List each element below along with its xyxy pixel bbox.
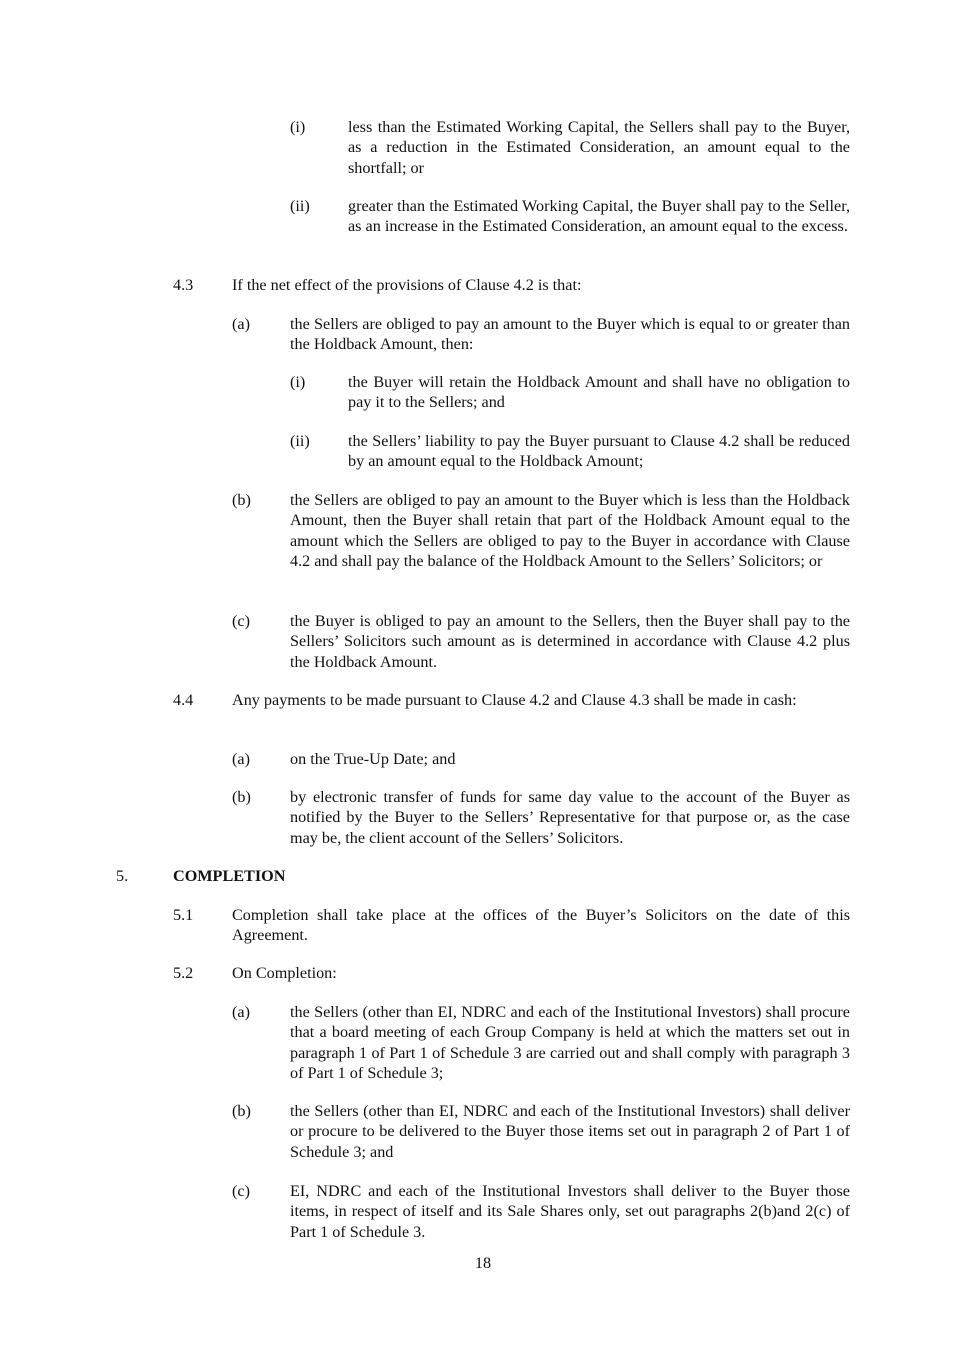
clause-number: 5.1 bbox=[173, 906, 194, 924]
clause-number: 4.3 bbox=[173, 276, 194, 294]
item-label: (b) bbox=[232, 788, 251, 806]
clause-text: On Completion: bbox=[232, 964, 337, 982]
item-label: (b) bbox=[232, 1102, 251, 1120]
clause-text: Any payments to be made pursuant to Clause 4.2 and Clause 4.3 shall be made in cash: bbox=[232, 691, 797, 709]
clause-text: Completion shall take place at the offices of the Buyer’s Solicitors on the date of this Agreement. bbox=[232, 906, 850, 945]
section-number: 5. bbox=[116, 867, 129, 885]
item-text: the Buyer will retain the Holdback Amount and shall have no obligation to pay it to the Sellers; and bbox=[348, 373, 850, 412]
item-text: EI, NDRC and each of the Institutional Investors shall deliver to the Buyer those items, in respect of itself and its Sale Shares only, set out paragraphs 2(b)and 2(c) of Part 1 of Schedule 3. bbox=[290, 1182, 850, 1241]
section-heading: COMPLETION bbox=[173, 867, 286, 885]
item-text: the Sellers are obliged to pay an amount to the Buyer which is equal to or greater than the Holdback Amount, then: bbox=[290, 315, 850, 354]
item-text: on the True-Up Date; and bbox=[290, 750, 456, 768]
item-text: the Sellers are obliged to pay an amount to the Buyer which is less than the Holdback Amount, then the Buyer shall retain that part of the Holdback Amount equal to the amount which the Sellers are obliged to pay to the Buyer in accordance with Clause 4.2 and shall pay the balance of the Holdback Amount to the Sellers’ Solicitors; or bbox=[290, 491, 850, 571]
page-number: 18 bbox=[474, 1254, 492, 1272]
item-label: (a) bbox=[232, 315, 250, 333]
clause-number: 5.2 bbox=[173, 964, 194, 982]
item-label: (b) bbox=[232, 491, 251, 509]
item-text: the Sellers (other than EI, NDRC and each of the Institutional Investors) shall procure that a board meeting of each Group Company is held at which the matters set out in paragraph 1 of Part 1 of Schedule 3 are carried out and shall comply with paragraph 3 of Part 1 of Schedule 3; bbox=[290, 1003, 850, 1083]
item-text: the Sellers’ liability to pay the Buyer pursuant to Clause 4.2 shall be reduced by an amount equal to the Holdback Amount; bbox=[348, 432, 850, 471]
clause-number: 4.4 bbox=[173, 691, 194, 709]
item-label: (c) bbox=[232, 1182, 250, 1200]
item-text: less than the Estimated Working Capital, the Sellers shall pay to the Buyer, as a reduction in the Estimated Consideration, an amount equal to the shortfall; or bbox=[348, 118, 850, 177]
clause-text: If the net effect of the provisions of Clause 4.2 is that: bbox=[232, 276, 582, 294]
item-text: the Buyer is obliged to pay an amount to the Sellers, then the Buyer shall pay to the Sellers’ Solicitors such amount as is determined in accordance with Clause 4.2 plus the Holdback Amount. bbox=[290, 612, 850, 671]
item-label: (i) bbox=[290, 118, 306, 136]
item-label: (a) bbox=[232, 750, 250, 768]
item-label: (ii) bbox=[290, 432, 310, 450]
item-text: the Sellers (other than EI, NDRC and each of the Institutional Investors) shall deliver or procure to be delivered to the Buyer those items set out in paragraph 2 of Part 1 of Schedule 3; and bbox=[290, 1102, 850, 1161]
item-text: by electronic transfer of funds for same day value to the account of the Buyer as notified by the Buyer to the Sellers’ Representative for that purpose or, as the case may be, the client account of the Sellers’ Solicitors. bbox=[290, 788, 850, 847]
item-text: greater than the Estimated Working Capital, the Buyer shall pay to the Seller, as an increase in the Estimated Consideration, an amount equal to the excess. bbox=[348, 197, 850, 236]
item-label: (i) bbox=[290, 373, 306, 391]
item-label: (ii) bbox=[290, 197, 310, 215]
item-label: (a) bbox=[232, 1003, 250, 1021]
item-label: (c) bbox=[232, 612, 250, 630]
